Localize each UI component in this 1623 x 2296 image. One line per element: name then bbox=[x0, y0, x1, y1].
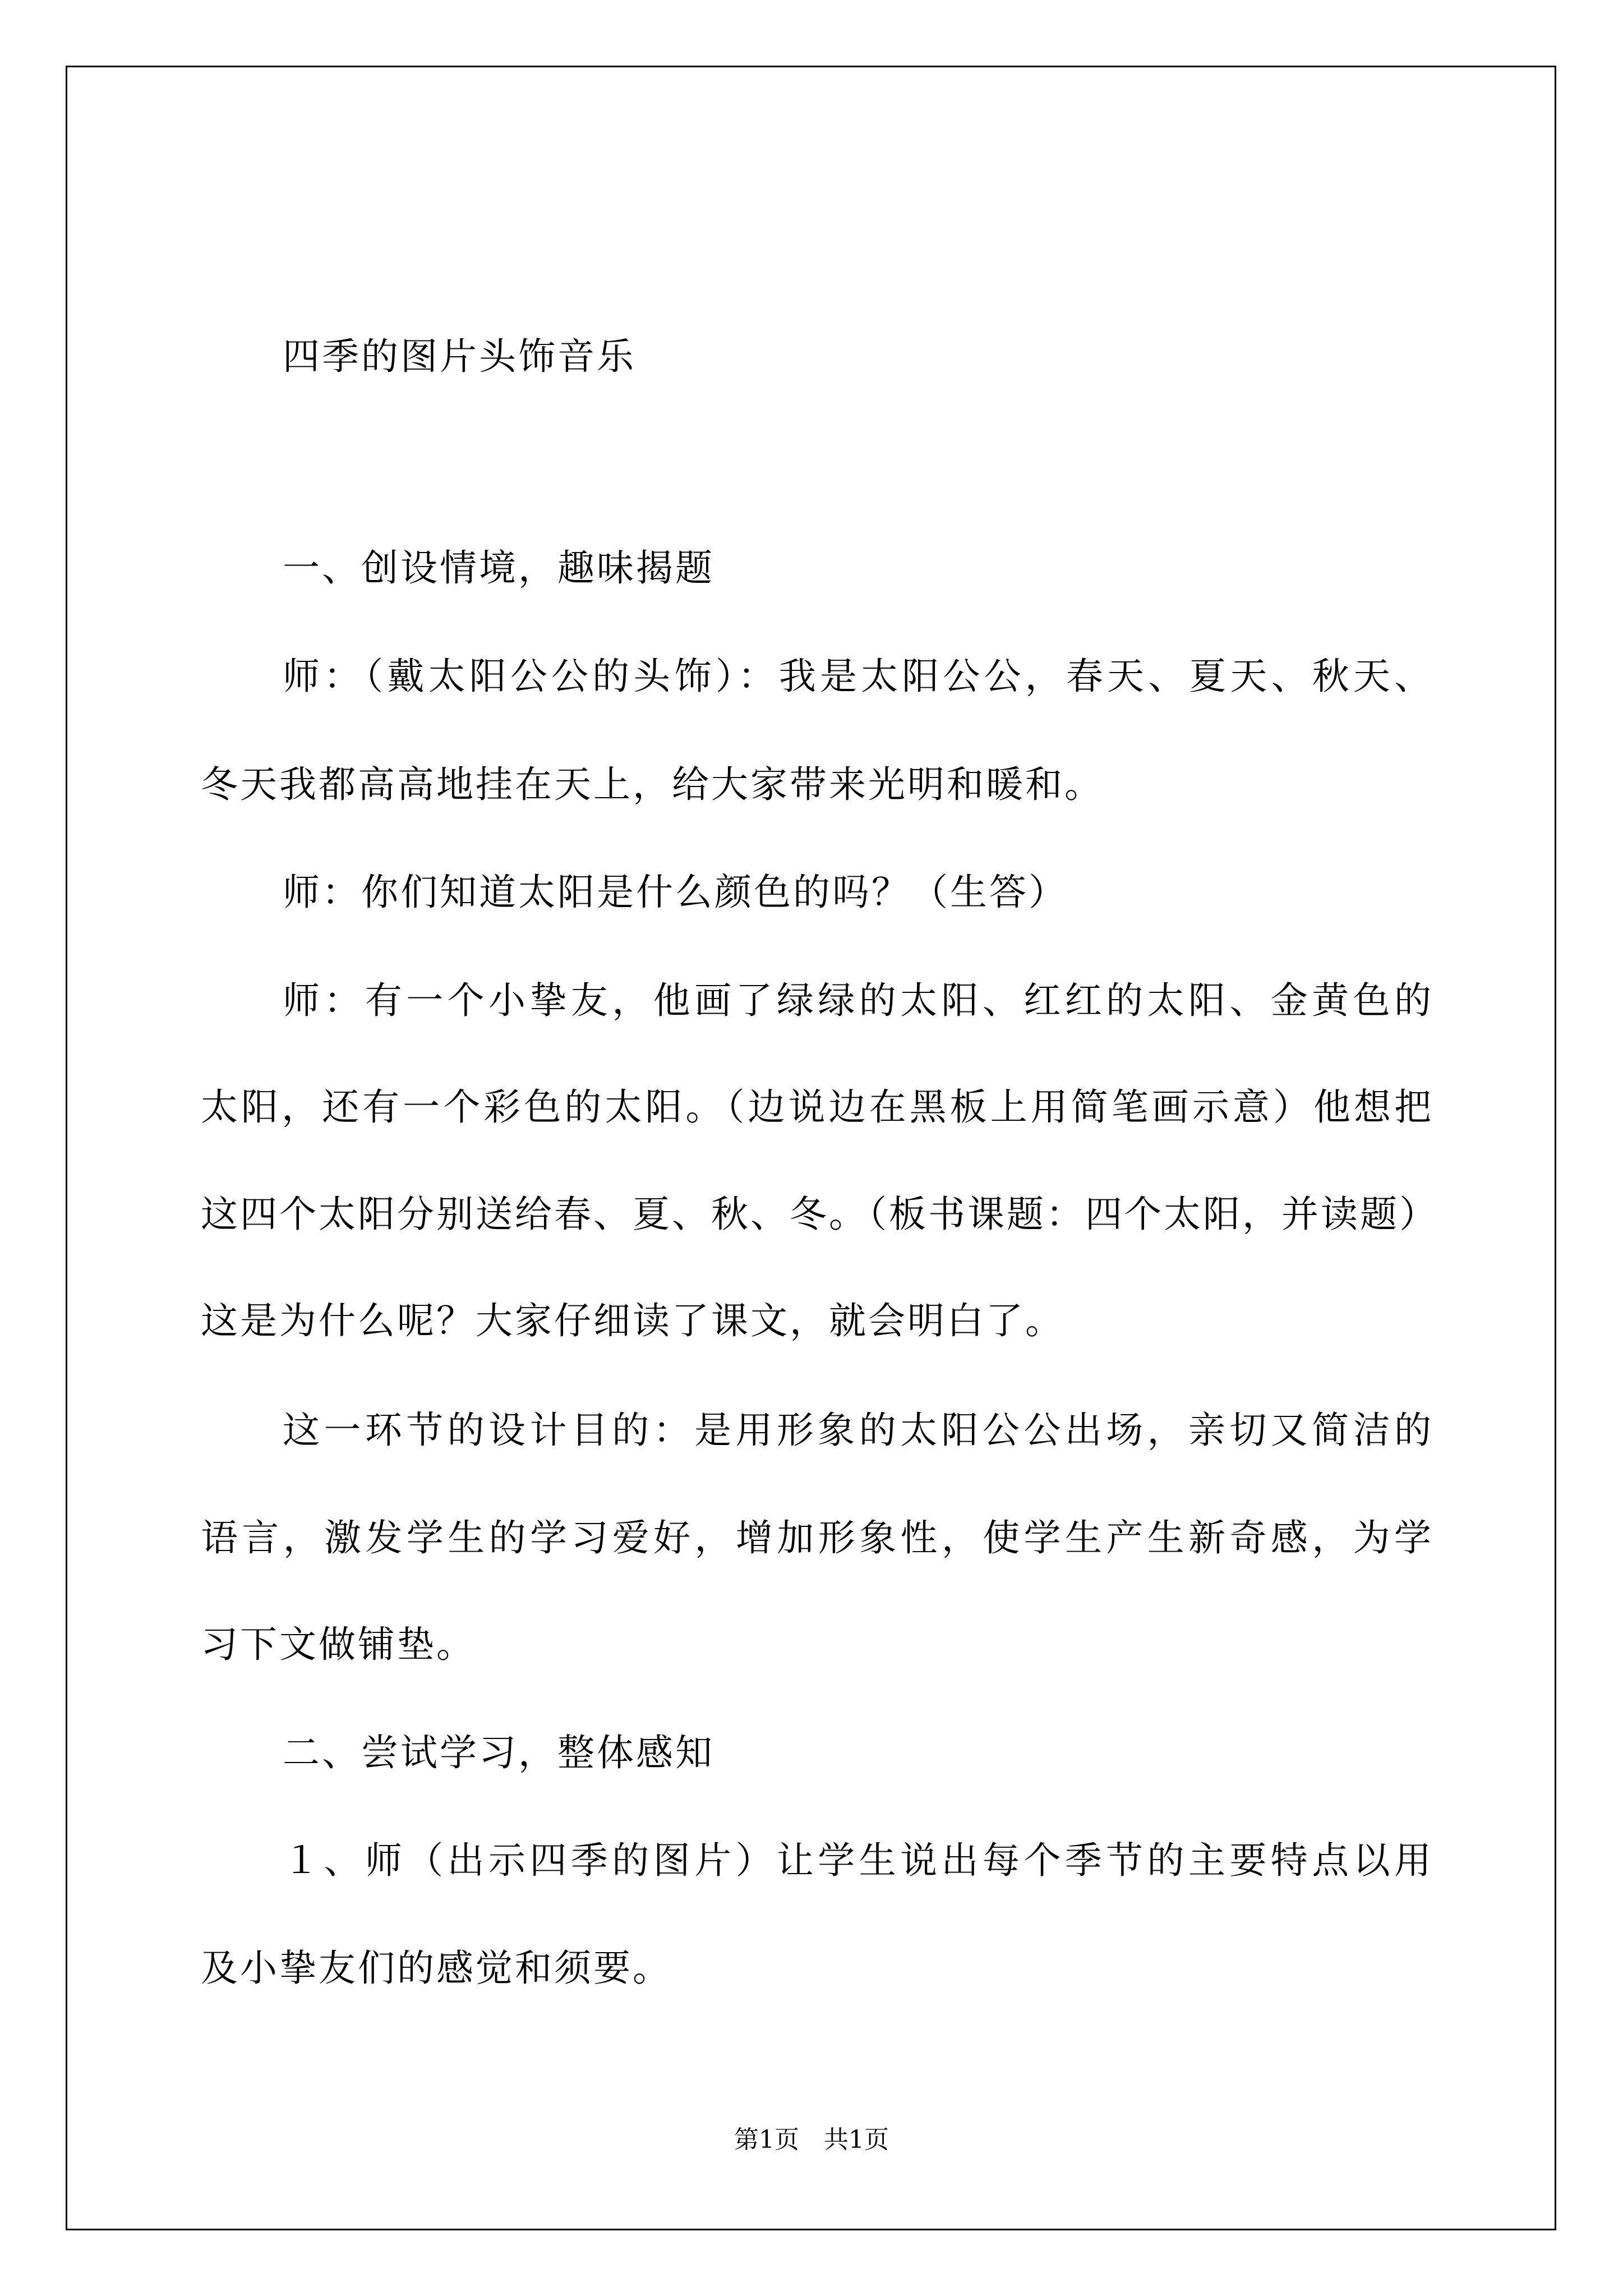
paragraph-line: 这一环节的设计目的：是用形象的太阳公公出场，亲切又简洁的 bbox=[283, 1409, 1433, 1452]
paragraph-line: 习下文做铺垫。 bbox=[201, 1623, 476, 1666]
document-title: 四季的图片头饰音乐 bbox=[283, 335, 636, 378]
paragraph-line: 冬天我都高高地挂在天上，给大家带来光明和暖和。 bbox=[201, 763, 1104, 806]
paragraph-line: 及小挚友们的感觉和须要。 bbox=[201, 1947, 672, 1990]
section-heading: 二、尝试学习，整体感知 bbox=[283, 1731, 714, 1774]
paragraph-line: 这四个太阳分别送给春、夏、秋、冬。（板书课题：四个太阳，并读题） bbox=[201, 1193, 1438, 1236]
paragraph-line: １、师（出示四季的图片）让学生说出每个季节的主要特点以用 bbox=[283, 1839, 1433, 1882]
paragraph-line: 太阳，还有一个彩色的太阳。（边说边在黑板上用简笔画示意）他想把 bbox=[201, 1085, 1433, 1129]
paragraph-line: 师：你们知道太阳是什么颜色的吗？（生答） bbox=[283, 871, 1068, 914]
paragraph-line: 这是为什么呢？大家仔细读了课文，就会明白了。 bbox=[201, 1299, 1064, 1342]
paragraph-line: 师：（戴太阳公公的头饰）：我是太阳公公，春天、夏天、秋天、 bbox=[283, 655, 1433, 698]
section-heading: 一、创设情境，趣味揭题 bbox=[283, 546, 714, 590]
paragraph-line: 师：有一个小挚友，他画了绿绿的太阳、红红的太阳、金黄色的 bbox=[283, 979, 1433, 1022]
page-footer: 第1页 共1页 bbox=[734, 2125, 889, 2154]
paragraph-line: 语言，激发学生的学习爱好，增加形象性，使学生产生新奇感，为学 bbox=[201, 1516, 1433, 1559]
page-border bbox=[66, 66, 1556, 2230]
